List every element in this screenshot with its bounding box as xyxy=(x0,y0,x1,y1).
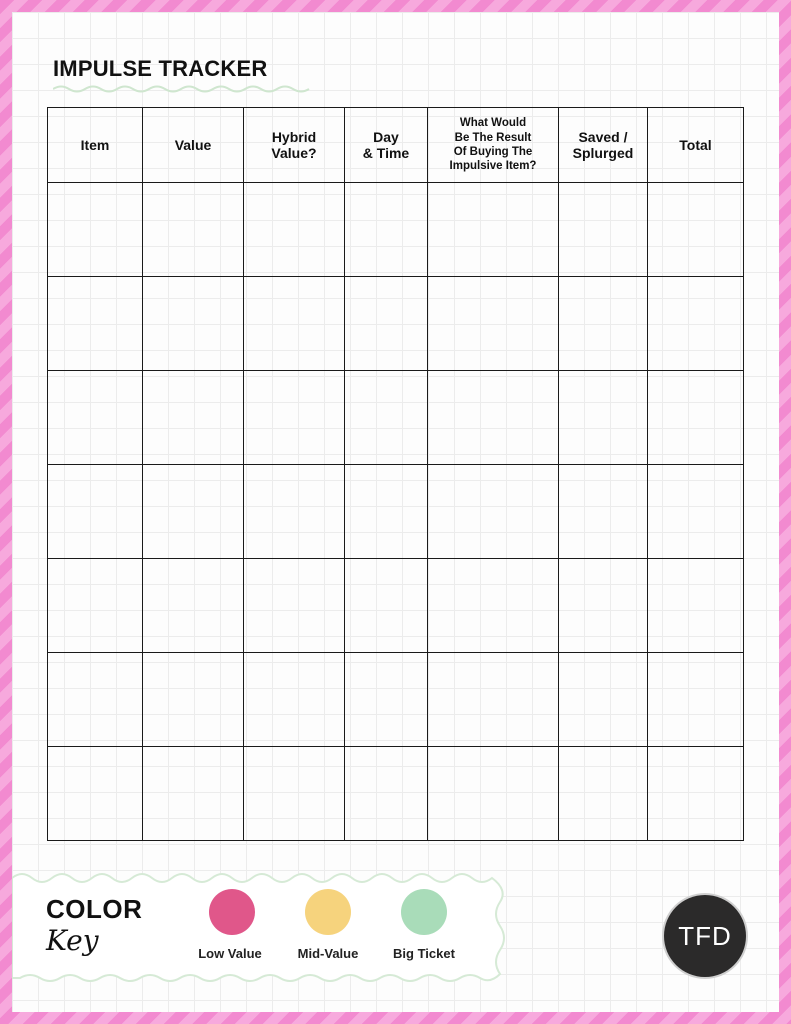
table-cell[interactable] xyxy=(428,559,559,653)
column-header-hybrid-value: Hybrid Value? xyxy=(244,108,345,183)
column-header-day-time: Day & Time xyxy=(345,108,428,183)
table-cell[interactable] xyxy=(48,277,143,371)
table-cell[interactable] xyxy=(345,371,428,465)
table-cell[interactable] xyxy=(143,371,244,465)
column-header-value: Value xyxy=(143,108,244,183)
big-ticket-label: Big Ticket xyxy=(393,946,455,961)
table-cell[interactable] xyxy=(345,183,428,277)
table-row xyxy=(48,559,744,653)
table-cell[interactable] xyxy=(244,465,345,559)
table-cell[interactable] xyxy=(244,371,345,465)
table-cell[interactable] xyxy=(648,277,744,371)
table-cell[interactable] xyxy=(48,183,143,277)
table-cell[interactable] xyxy=(648,183,744,277)
mid-value-swatch xyxy=(305,889,351,935)
table-row xyxy=(48,465,744,559)
table-cell[interactable] xyxy=(345,653,428,747)
table-cell[interactable] xyxy=(648,747,744,841)
table-row xyxy=(48,653,744,747)
table-cell[interactable] xyxy=(648,465,744,559)
table-cell[interactable] xyxy=(345,465,428,559)
low-value-swatch xyxy=(209,889,255,935)
impulse-tracker-table xyxy=(47,107,744,841)
table-cell[interactable] xyxy=(559,653,648,747)
table-cell[interactable] xyxy=(244,183,345,277)
table-cell[interactable] xyxy=(48,559,143,653)
table-cell[interactable] xyxy=(345,747,428,841)
mid-value-label: Mid-Value xyxy=(297,946,359,961)
table-cell[interactable] xyxy=(244,277,345,371)
table-cell[interactable] xyxy=(428,465,559,559)
table-cell[interactable] xyxy=(428,277,559,371)
table-cell[interactable] xyxy=(648,653,744,747)
table-cell[interactable] xyxy=(48,747,143,841)
table-cell[interactable] xyxy=(559,371,648,465)
table-cell[interactable] xyxy=(559,277,648,371)
logo-text: TFD xyxy=(678,920,732,951)
table-cell[interactable] xyxy=(244,559,345,653)
big-ticket-swatch xyxy=(401,889,447,935)
table-cell[interactable] xyxy=(559,465,648,559)
table-cell[interactable] xyxy=(48,465,143,559)
table-cell[interactable] xyxy=(244,653,345,747)
table-cell[interactable] xyxy=(48,371,143,465)
table-cell[interactable] xyxy=(428,653,559,747)
table-row xyxy=(48,371,744,465)
title-underline-wave xyxy=(53,84,313,94)
table-cell[interactable] xyxy=(559,559,648,653)
column-header-total: Total xyxy=(648,108,744,183)
table-cell[interactable] xyxy=(143,277,244,371)
table-cell[interactable] xyxy=(143,653,244,747)
table-cell[interactable] xyxy=(143,183,244,277)
worksheet-sheet xyxy=(12,12,779,1012)
table-cell[interactable] xyxy=(244,747,345,841)
table-cell[interactable] xyxy=(428,183,559,277)
color-key-subheading: Key xyxy=(46,924,99,957)
column-header-item: Item xyxy=(48,108,143,183)
low-value-label: Low Value xyxy=(198,946,262,961)
table-cell[interactable] xyxy=(648,371,744,465)
column-header-saved-splurged: Saved / Splurged xyxy=(559,108,648,183)
table-row xyxy=(48,277,744,371)
table-cell[interactable] xyxy=(559,183,648,277)
color-key-heading: COLOR xyxy=(46,894,143,924)
table-cell[interactable] xyxy=(143,465,244,559)
column-header-result: What Would Be The Result Of Buying The Impulsive Item? xyxy=(428,108,559,183)
page-title: IMPULSE TRACKER xyxy=(53,56,268,81)
table-cell[interactable] xyxy=(648,559,744,653)
tfd-logo xyxy=(664,895,746,977)
table-row xyxy=(48,747,744,841)
table-cell[interactable] xyxy=(143,747,244,841)
table-cell[interactable] xyxy=(428,371,559,465)
table-cell[interactable] xyxy=(345,277,428,371)
table-cell[interactable] xyxy=(559,747,648,841)
table-row xyxy=(48,183,744,277)
table-cell[interactable] xyxy=(428,747,559,841)
table-header-row xyxy=(48,108,744,183)
table-cell[interactable] xyxy=(48,653,143,747)
table-cell[interactable] xyxy=(345,559,428,653)
table-cell[interactable] xyxy=(143,559,244,653)
